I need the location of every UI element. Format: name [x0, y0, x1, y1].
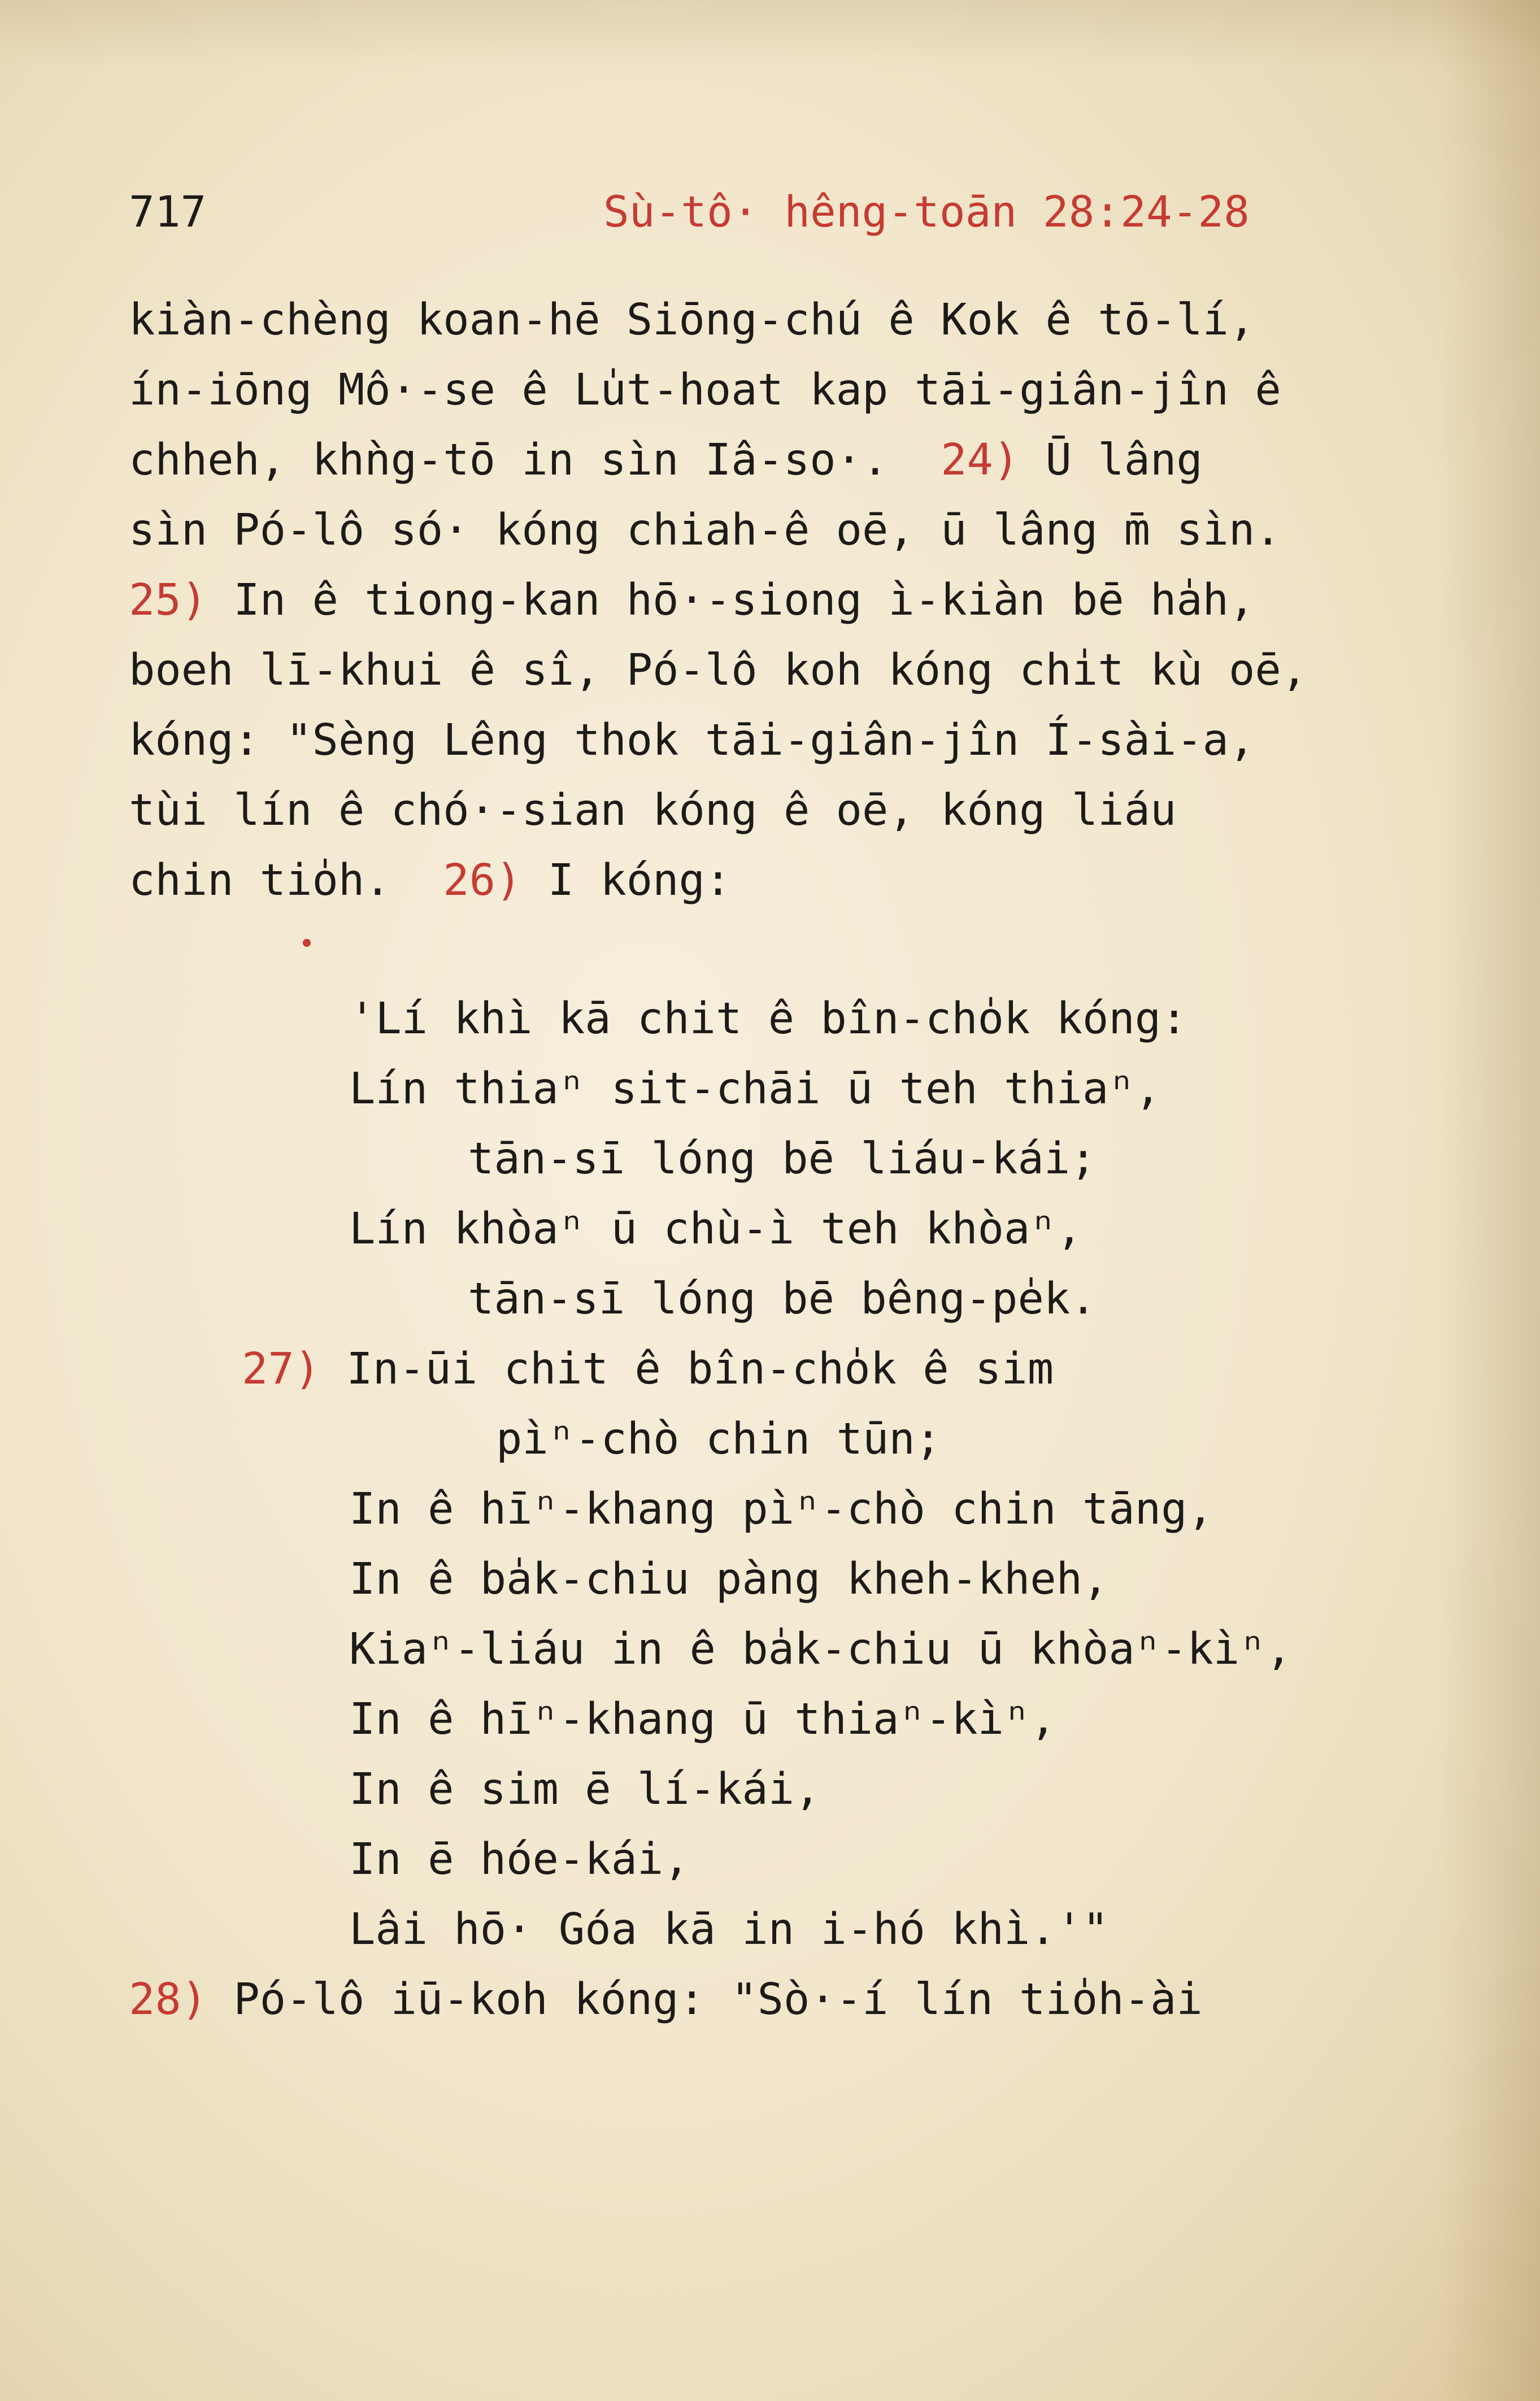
- verse-number: 25): [129, 575, 208, 625]
- poem-line: [129, 1545, 1445, 1615]
- line-text: In-ūi chit ê bîn-cho̍k ê sim: [320, 1344, 1054, 1394]
- poem-line: [129, 1194, 1445, 1264]
- line-text: tùi lín ê chó·-sian kóng ê oē, kóng liáu: [129, 785, 1177, 836]
- quoted-poem-block: [129, 984, 1445, 2035]
- line-text: sìn Pó-lô só· kóng chiah-ê oē, ū lâng m̄ sìn.: [129, 505, 1281, 555]
- verse-number: 28): [129, 1974, 208, 2025]
- line-text: Lín khòaⁿ ū chù-ì teh khòaⁿ,: [349, 1204, 1083, 1254]
- poem-line: [129, 1615, 1445, 1685]
- poem-line: [129, 984, 1445, 1054]
- line-text: In ê tiong-kan hō·-siong ì-kiàn bē ha̍h,: [207, 575, 1255, 625]
- poem-line: [129, 1334, 1445, 1404]
- text-line: [129, 566, 1445, 636]
- line-text: Lâi hō· Góa kā in i-hó khì.'": [349, 1904, 1109, 1955]
- text-line: [129, 846, 1445, 916]
- poem-line: [129, 1965, 1445, 2035]
- poem-line: [129, 1474, 1445, 1545]
- line-text: tān-sī lóng bē bêng-pe̍k.: [468, 1274, 1097, 1324]
- text-line: [129, 706, 1445, 776]
- line-text: 'Lí khì kā chit ê bîn-cho̍k kóng:: [349, 994, 1187, 1044]
- poem-line: [129, 1895, 1445, 1965]
- verse-number: 27): [242, 1344, 321, 1394]
- line-text: tān-sī lóng bē liáu-kái;: [468, 1134, 1097, 1184]
- text-line: [129, 425, 1445, 495]
- line-text: In ê sim ē lí-kái,: [349, 1764, 821, 1815]
- text-line: [129, 355, 1445, 425]
- line-text: boeh lī-khui ê sî, Pó-lô koh kóng chi̍t kù oē,: [129, 645, 1308, 695]
- page-number: 717: [129, 186, 207, 237]
- text-line: [129, 636, 1445, 706]
- verse-number: 26): [443, 855, 522, 906]
- poem-line: [129, 1825, 1445, 1895]
- poem-line: [129, 1264, 1445, 1334]
- line-text: chin tio̍h.: [129, 855, 443, 906]
- line-text: Ū lâng: [1019, 435, 1203, 485]
- text-line: [129, 495, 1445, 566]
- line-text: In ê hīⁿ-khang pìⁿ-chò chin tāng,: [349, 1484, 1213, 1534]
- page-edge-shading: [1438, 0, 1540, 2401]
- poem-line: [129, 1124, 1445, 1194]
- line-text: pìⁿ-chò chin tūn;: [496, 1414, 942, 1464]
- line-text: kiàn-chèng koan-hē Siōng-chú ê Kok ê tō-lí,: [129, 295, 1255, 345]
- line-text: In ê hīⁿ-khang ū thiaⁿ-kìⁿ,: [349, 1694, 1056, 1745]
- line-text: Pó-lô iū-koh kóng: "Sò·-í lín tio̍h-ài: [207, 1974, 1203, 2025]
- verse-number: 24): [941, 435, 1020, 485]
- text-line: [129, 776, 1445, 846]
- line-text: I kóng:: [521, 855, 732, 906]
- text-line: [129, 285, 1445, 355]
- line-text: chheh, khǹg-tō in sìn Iâ-so·.: [129, 435, 941, 485]
- poem-line: [129, 1755, 1445, 1825]
- poem-line: [129, 1685, 1445, 1755]
- page-header: [129, 186, 1315, 249]
- line-text: In ē hóe-kái,: [349, 1834, 690, 1885]
- line-text: Lín thiaⁿ sit-chāi ū teh thiaⁿ,: [349, 1064, 1161, 1114]
- poem-line: [129, 1054, 1445, 1124]
- line-text: kóng: "Sèng Lêng thok tāi-giân-jîn Í-sài-a,: [129, 715, 1255, 765]
- running-head: Sù-tô· hêng-toān 28:24-28: [603, 186, 1250, 237]
- red-mark: [303, 939, 311, 947]
- line-text: Kiaⁿ-liáu in ê ba̍k-chiu ū khòaⁿ-kìⁿ,: [349, 1624, 1292, 1674]
- line-text: ín-iōng Mô·-se ê Lu̍t-hoat kap tāi-giân-jîn ê: [129, 365, 1281, 415]
- main-text-block: [129, 285, 1445, 916]
- poem-line: [129, 1404, 1445, 1474]
- line-text: In ê ba̍k-chiu pàng kheh-kheh,: [349, 1554, 1109, 1604]
- page-top-shading: [0, 0, 1540, 68]
